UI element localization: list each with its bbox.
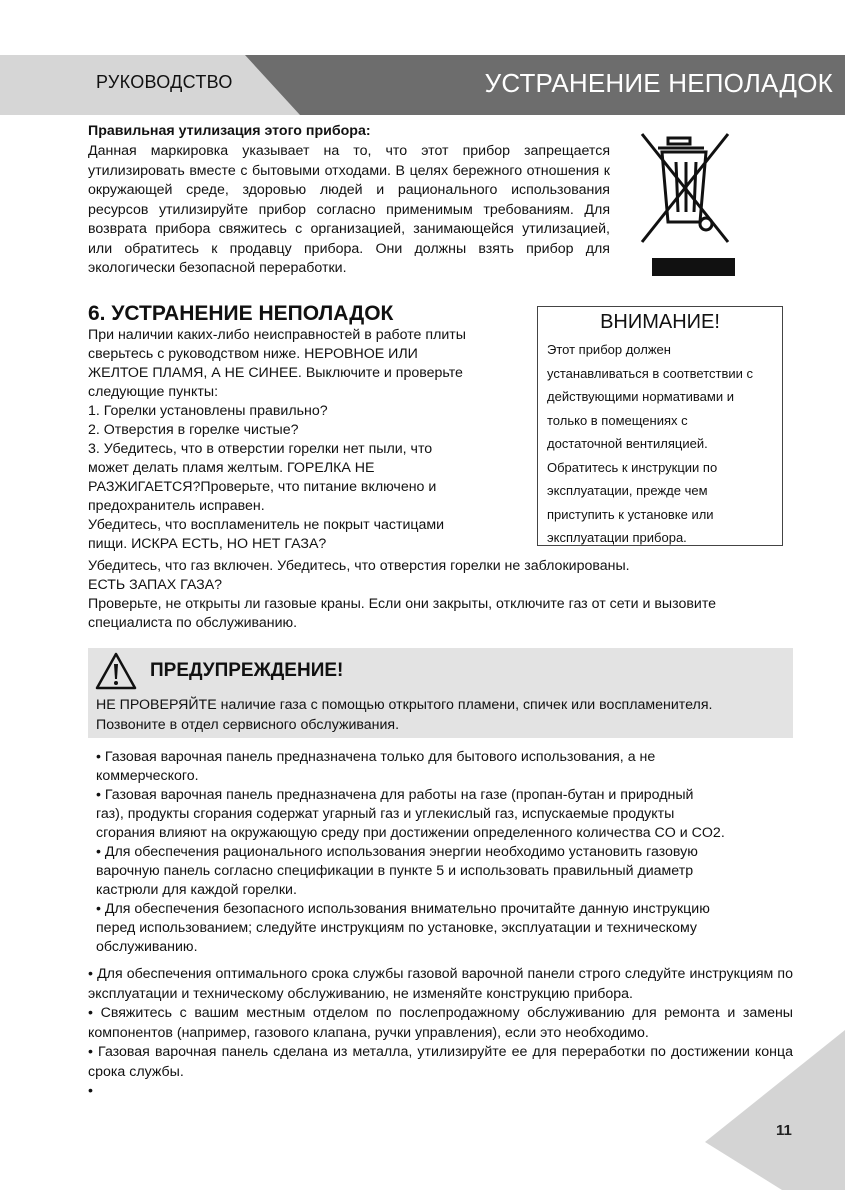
attention-text: Этот прибор должен устанавливаться в соответствии с действующими нормативами и только в помещениях с достаточной вентиляцией. Обратитесь к инструкции по эксплуатации, прежде чем приступить к установке или эксплуатации прибора. (547, 342, 753, 545)
list-item: • Газовая варочная панель сделана из металла, утилизируйте ее для переработки по достижении конца срока службы. (88, 1044, 793, 1080)
list-item: • (88, 1083, 93, 1099)
warning-triangle-icon (94, 651, 138, 691)
attention-title: ВНИМАНИЕ! (600, 311, 720, 333)
section-title: 6. УСТРАНЕНИЕ НЕПОЛАДОК (88, 302, 394, 325)
section-body: При наличии каких-либо неисправностей в работе плиты сверьтесь с руководством ниже. НЕРОВНОЕ ИЛИ ЖЕЛТОЕ ПЛАМЯ, А НЕ СИНЕЕ. Выключите и проверьте следующие пункты: 1. Горелки установлены правильно? 2. Отверстия в горелке чистые? 3. Убедитесь, что в отверстии горелки нет пыли, что может делать пламя желтым. ГОРЕЛКА НЕ РАЗЖИГАЕТСЯ?Проверьте, что питание включено и предохранитель исправен. Убедитесь, что воспламенитель не покрыт частицами пищи. ИСКРА ЕСТЬ, НО НЕТ ГАЗА? (88, 327, 466, 552)
disposal-body: Данная маркировка указывает на то, что этот прибор запрещается утилизировать вместе с бытовыми отходами. В целях бережного отношения к окружающей среде, здоровью людей и рационального использования ресурсов утилизируйте прибор согласно применимым требованиям. Для возврата прибора свяжитесь с организацией, занимающейся утилизацией, или обратитесь к продавцу прибора. Они должны взять прибор для экологически безопасной переработки. (88, 143, 610, 276)
page-number: 11 (776, 1122, 792, 1139)
disposal-black-bar (652, 258, 735, 276)
list-item: • Свяжитесь с вашим местным отделом по послепродажному обслуживанию для ремонта и замены компонентов (например, газового клапана, ручки управления), если это необходимо. (88, 1005, 793, 1041)
disposal-title: Правильная утилизация этого прибора: (88, 123, 371, 139)
header-manual-label: РУКОВОДСТВО (96, 72, 233, 92)
warning-title: ПРЕДУПРЕЖДЕНИЕ! (150, 660, 344, 681)
bullet-list-justified (88, 965, 793, 1102)
crossed-out-wheelie-bin-icon (640, 132, 732, 250)
warning-text: НЕ ПРОВЕРЯЙТЕ наличие газа с помощью открытого пламени, спичек или воспламенителя. Позвоните в отдел сервисного обслуживания. (96, 697, 713, 733)
bullet-list: • Газовая варочная панель предназначена только для бытового использования, а не коммерческого. • Газовая варочная панель предназначена для работы на газе (пропан-бутан и природный газ), продукты сгорания содержат угарный газ и углекислый газ, испускаемые продукты сгорания влияют на окружающую среду при достижении определенного количества CO и CO2. • Для обеспечения рационального использования энергии необходимо установить газовую варочную панель согласно спецификации в пункте 5 и использовать правильный диаметр кастрюли для каждой горелки. • Для обеспечения безопасного использования внимательно прочитайте данную инструкцию перед использованием; следуйте инструкциям по установке, эксплуатации и техническому обслуживанию. (96, 749, 725, 955)
list-item: • Для обеспечения оптимального срока службы газовой варочной панели строго следуйте инструкциям по эксплуатации и техническому обслуживанию, не изменяйте конструкцию прибора. (88, 966, 793, 1002)
header-section-title: УСТРАНЕНИЕ НЕПОЛАДОК (484, 68, 833, 98)
section-body-continued: Убедитесь, что газ включен. Убедитесь, что отверстия горелки не заблокированы. ЕСТЬ ЗАПАХ ГАЗА? Проверьте, не открыты ли газовые краны. Если они закрыты, отключите газ от сети и вызовите специалиста по обслуживанию. (88, 558, 717, 631)
